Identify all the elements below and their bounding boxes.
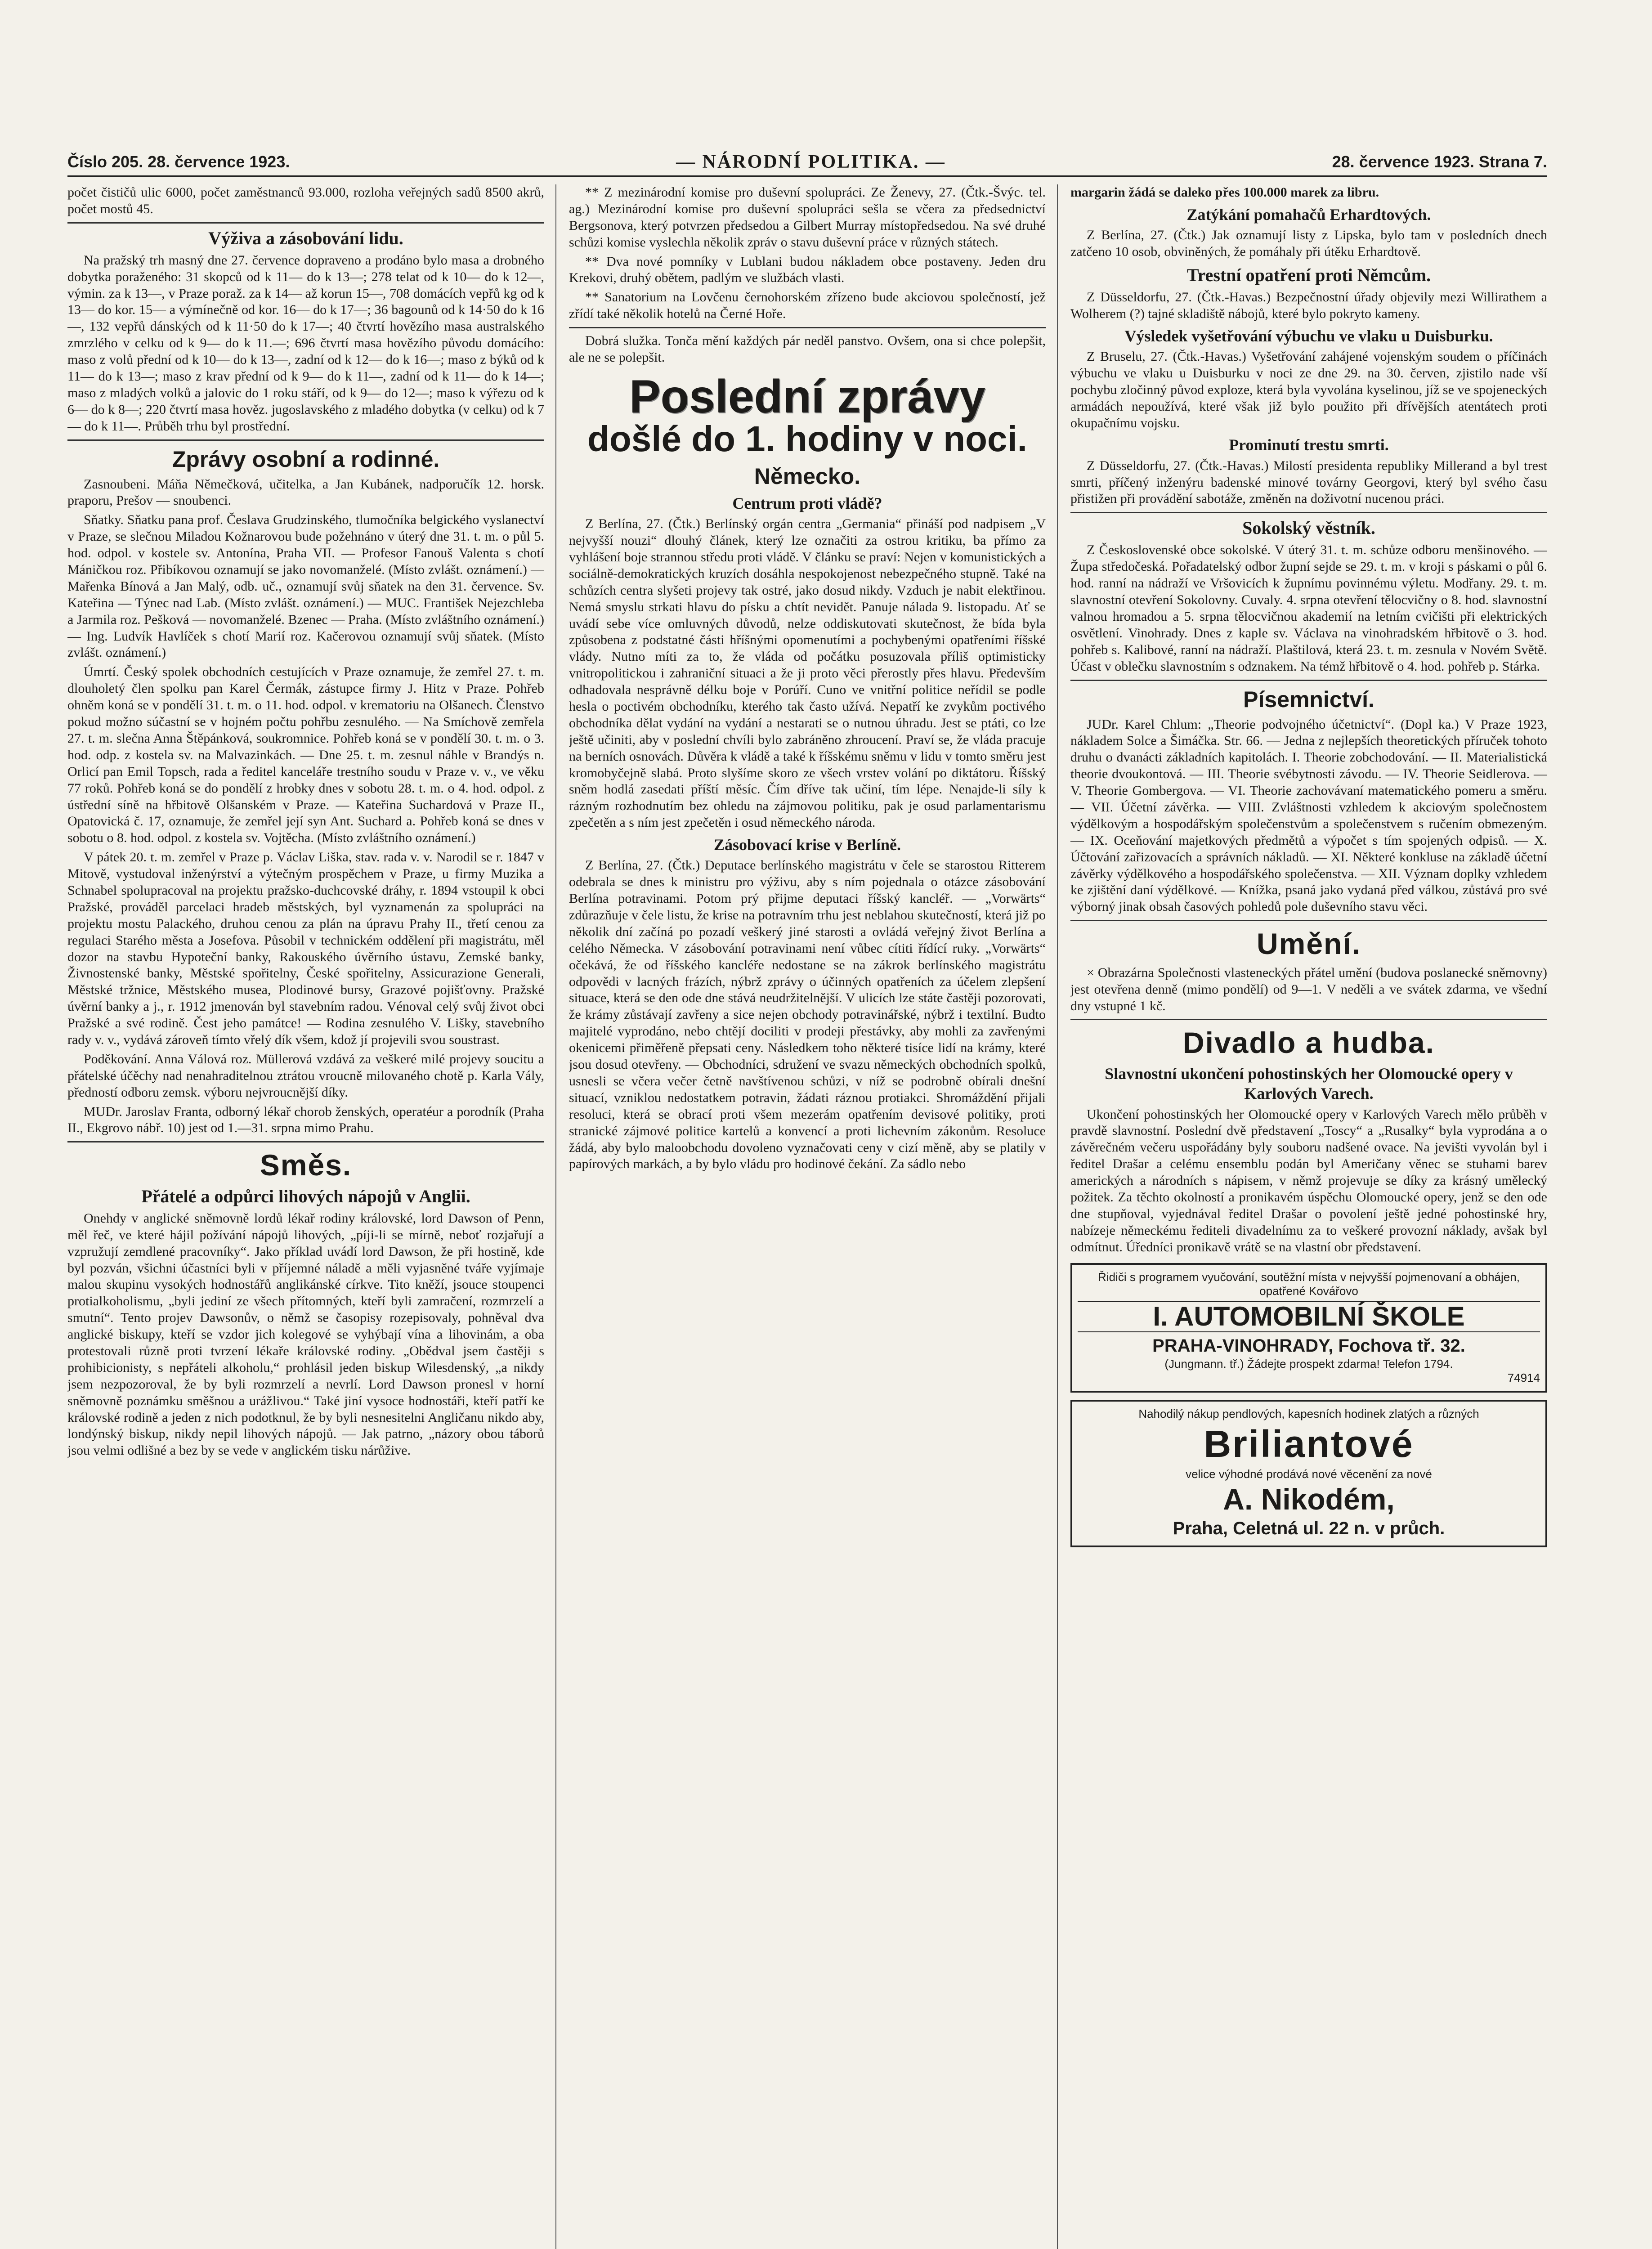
zasnoubeni-text: Zasnoubeni. Máňa Němečková, učitelka, a Jan Kubánek, nadporučík 12. horsk. praporu, Prešov — snoubenci. (67, 476, 544, 508)
header-page: 28. července 1923. Strana 7. (1332, 152, 1547, 171)
sanatorium-text: ** Sanatorium na Lovčenu černohorském zřízeno bude akciovou společností, jež zřídí také několik hotelů na Černé Hoře. (569, 290, 1046, 322)
nemecko-heading: Německo. (754, 463, 861, 489)
page-header (67, 148, 1547, 177)
pisemnictvi-text: JUDr. Karel Chlum: „Theorie podvojného účetnictví“. (Dopl ka.) V Praze 1923, nákladem Solce a Šimáčka. Str. 66. — Jedna z nejlepších theoretických příruček tohoto druhu o dvanácti základních kapitolách. I. Theorie zobchodování. — II. Materialistická theorie dvoukontová. — III. Theorie svébytnosti závodu. — IV. Theorie Seidlerova. — V. Theorie Gombergova. — VI. Theorie zachovávaní matematického pomeru a směru. — VII. Účetní závěrka. — VIII. Zvláštnosti vzhledem k akciovým společnostem výdělkovým a hospodářským společenstvům a společenstvem s ručením obmezeným. — IX. Oceňování majetkových předmětů a výpočet s tím spojených odpisů. — X. Účtování zařizovacích a správních nákladů. — XI. Některé konkluse na základě účetní závěrky výdělkového a hospodářského společenstva. — XII. Význam doplky vzhledem ke zjištění daní výdělkové. — Knížka, psaná jako vydaná před válkou, zůstává pro své výborný jinak obsah časových pohledů pole duševního stavu věci. (1070, 717, 1547, 914)
pisemnictvi-heading: Písemnictví. (1243, 686, 1374, 712)
header-issue: Číslo 205. 28. července 1923. (67, 152, 290, 171)
divider (569, 327, 1046, 328)
vyziva-heading: Výživa a zásobování lidu. (208, 228, 403, 248)
zpravy-heading: Zprávy osobní a rodinné. (172, 446, 440, 472)
ad1-name: I. AUTOMOBILNÍ ŠKOLE (1078, 1301, 1540, 1332)
divider (67, 222, 544, 224)
divider (1070, 1019, 1547, 1020)
banner-line-1: Poslední zprávy (629, 370, 985, 423)
umrti-text: Úmrtí. Český spolek obchodních cestujících v Praze oznamuje, že zemřel 27. t. m. dlouholetý člen spolku pan Karel Čermák, zástupce firmy J. Hitz v Praze. Pohřeb ohněm koná se v pondělí 31. t. m. o 11. hod. odpol. v krematoriu na Olšanech. Členstvo pokud možno súčastní se v hojném počtu pohřbu zesnulého. — Na Smíchově zemřela 27. t. m. slečna Anna Štěpánková, soukromnice. Pohřeb koná se v pondělí 30. t. m. o 3. hod. odp. z kostela sv. na Malvazinkách. — Dne 25. t. m. zesnul náhle v Brandýs n. Orlicí pan Emil Topsch, rada a ředitel kanceláře trestního soudu v Praze v. v., ve věku 77 roků. Pohřeb koná se do pondělí z hrobky dnes v sobotu 28. t. m. o 4. hod. odpol. z ústřední síně na hřbitově Olšanském v Praze. — Kateřina Suchardová v Praze II., Opatovická č. 17, oznamuje, že zemřel její syn Ant. Suchard a. Pohřeb koná se dnes v sobotu o 8. hod. odpol. z kostela sv. Vojtěcha. (Místo zvláštního oznámení.) (67, 664, 544, 846)
column-1 (67, 184, 544, 2249)
intro-text: počet čističů ulic 6000, počet zaměstnanců 93.000, rozloha veřejných sadů 8500 akrů, počet mostů 45. (67, 185, 544, 216)
ad2-name: A. Nikodém, (1223, 1483, 1395, 1516)
pratele-heading: Přátelé a odpůrci lihových nápojů v Anglii. (141, 1186, 470, 1206)
podekovani-text: Poděkování. Anna Válová roz. Müllerová vzdává za veškeré milé projevy soucitu a přátelské účěchy nad nenahraditelnou ztrátou vroucně milovaného chotě p. Karla Vály, předností odboru zemsk. výboru nejvroucnější díky. (67, 1051, 544, 1100)
sokol-heading: Sokolský věstník. (1242, 518, 1375, 538)
driving-school-ad (1070, 1263, 1547, 1393)
olomouc-text: Ukončení pohostinských her Olomoucké opery v Karlových Varech mělo průběh v pravdě slavnostní. Poslední dvě představení „Toscy“ a „Rusalky“ byla vyprodána a o závěrečném večeru uspořádány byly souboru nadšené ovace. Na jevišti vyvolán byl i ředitel Drašar a celému ensemblu podán byl Američany věnec se stuhami barev amerických a národních s nápisem, v němž projevuje se díky za krásný umělecký požitek. Za těchto okolností a pronikavém úspěchu Olomoucké opery, jenž se den ode dne stupňoval, vyjednával ředitel Drašar o povolení ještě jedné pohostinské hry, nabízeje německému řediteli divadelnímu za to veškeré provozní náklady, avšak byl odmítnut. Úředníci pronikavě vrátě se na vlastní obr představení. (1070, 1107, 1547, 1254)
column-rule-2 (1057, 184, 1058, 2249)
komise-text: ** Z mezinárodní komise pro duševní spolupráci. Ze Ženevy, 27. (Čtk.-Švýc. tel. ag.) Mezinárodní komise pro duševní spolupráci sešla se včera za předsednictví Bergsonova, který potvrzen předsedou a Gilbert Murray místopředsedou. Na své druhé schůzi komise vyslechla několik zpráv o stavu duševní práce v různých státech. (569, 185, 1046, 250)
column-rule-1 (555, 184, 556, 2249)
divider (1070, 920, 1547, 921)
ad1-bottom: (Jungmann. tř.) Žádejte prospekt zdarma! Telefon 1794. (1164, 1357, 1453, 1371)
divadlo-heading: Divadlo a hudba. (1182, 1026, 1435, 1060)
last-news-banner (569, 370, 1046, 459)
erhardt-heading: Zatýkání pomahačů Erhardtových. (1186, 205, 1431, 224)
vybuch-heading: Výsledek vyšetřování výbuchu ve vlaku u Duisburku. (1124, 327, 1493, 345)
margarin-text: margarin žádá se daleko přes 100.000 marek za libru. (1070, 185, 1379, 200)
erhardt-text: Z Berlína, 27. (Čtk.) Jak oznamují listy z Lipska, bylo tam v posledních dnech zatčeno 10 osob, obviněných, že pomáhaly při útěku Erhardtově. (1070, 228, 1547, 260)
trest-heading: Prominutí trestu smrti. (1229, 436, 1389, 454)
newspaper-page (67, 148, 1547, 2249)
vybuch-text: Z Bruselu, 27. (Čtk.-Havas.) Vyšetřování zahájené vojenským soudem o příčinách výbuchu ve vlaku u Duisburku v noci ze dne 29. na 30. červen, zjistilo nade vší pochybu zločinný původ exploze, která byla vyvolána kyselinou, jíž se ve spojeneckých armádách nepoužívá, které však již bylo použito při dřívějších atentátech proti okupačnímu vojsku. (1070, 349, 1547, 430)
column-2 (569, 184, 1046, 2249)
jewelry-ad (1070, 1400, 1547, 1547)
pratele-text: Onehdy v anglické sněmovně lordů lékař rodiny královské, lord Dawson of Penn, měl řeč, ve které hájil požívání nápojů lihových, „píji-li se mírně, neboť rozjařují a vzpružují zemdlené pracovníky“. Jako příklad uvádí lord Dawson, že při hostině, kde byl pozván, všichni účastníci byli v příjemné náladě a měli vyjasněné tváře vyjímaje malou skupinu vysokých hodnostářů anglikánské církve. Tito kněží, jsouce stoupenci protialkoholismu, „byli jediní ze všech přítomných, kteří byli zamračení, rozmrzelí a smutní“. Tento projev Dawsonův, o němž se časopisy rozepisovaly, pohněval dva anglické biskupy, kteří se vzdor jich kolegové se vyhýbají vína a lihovinám, a oba protestovali různě proti tvrzení lékaře královské rodiny. „Obědval jsem častěji s prohibicionisty, s nepřáteli alkoholu,“ prohlásil jeden biskup Wilesdenský, „a nikdy jsem nezpozoroval, že by byli rozmrzelí a nevrlí. Lord Dawson pronesl v horní sněmovně poznámku směšnou a urážlivou.“ Také jiní vysoce hodnostáři, kteří patří ke královské rodině a jeden z nich podotknul, že by byli nesnesitelni Angličanu nikdo aby, londýnský biskup, nikdy nepil lihových nápojů. — Jak patrno, „názory obou táborů jsou velmi odlišné a bez by se vede v anglickém tisku nárůžive. (67, 1210, 544, 1458)
umeni-text: × Obrazárna Společnosti vlasteneckých přátel umění (budova poslanecké sněmovny) jest otevřena denně (mimo pondělí) od 9—1. V neděli a ve svátek zdarma, ve všední dny vstupné 1 kč. (1070, 965, 1547, 1013)
divider (67, 1141, 544, 1142)
trestni-text: Z Düsseldorfu, 27. (Čtk.-Havas.) Bezpečnostní úřady objevily mezi Willirathem a Wolherem (?) tajné skladiště nábojů, které bylo pokryto kameny. (1070, 289, 1547, 321)
divider (1070, 680, 1547, 681)
divider (1070, 512, 1547, 513)
ad1-address: PRAHA-VINOHRADY, Fochova tř. 32. (1152, 1335, 1465, 1356)
umeni-heading: Umění. (1256, 927, 1361, 961)
vyziva-text: Na pražský trh masný dne 27. července dopraveno a prodáno bylo masa a drobného dobytka poraženého: 31 skopců od k 11— do k 13—; 278 telat od k 10— do k 12—, výmin. za k 13—, v Praze poraž. za k 14— až korun 15—, 708 domácích vepřů kg od k 13— do kor. 15— a výmínečně od kor. 16— do k 17—; 36 bagounů od k 14·50 do k 16—, 132 vepřů dánských od k 11·50 do k 17—; 40 čtvrtí hovězího masa australského zmrzlého v celku od k 9— do k 11.—; 696 čtvrtí masa hovězího původu domácího: maso z volů přední od k 10— do k 13—, zadní od k 12— do k 16—; maso z býků od k 11— do k 13—; maso z krav přední od k 9— do k 11—, zadní od k 11— do k 14—; maso z mladých volků a jalovic do 1 roku stáří, od k 9— do 12—; maso k výřezu od k 6— do k 8—; 220 čtvrtí masa hověz. jugoslavského z mladého dobytka (v celku) od k 7— do k 11—. Průběh trhu byl prostřední. (67, 252, 544, 434)
divider (67, 439, 544, 441)
ad2-top: Nahodilý nákup pendlových, kapesních hodinek zlatých a různých (1138, 1407, 1479, 1420)
mudr-text: MUDr. Jaroslav Franta, odborný lékař chorob ženských, operatéur a porodník (Praha II., Ekgrovo nábř. 10) jest od 1.—31. srpna mimo Prahu. (67, 1104, 544, 1136)
ad2-mid: velice výhodné prodává nové věcenění za nové (1186, 1467, 1432, 1481)
smes-heading: Směs. (260, 1148, 352, 1182)
satky-text: Sňatky. Sňatku pana prof. Česlava Grudzinského, tlumočníka belgického vyslanectví v Praze, se slečnou Miladou Kožnarovou bude požehnáno v úterý dne 31. t. m. o půl 5. hod. odpol. v kostele sv. Antonína, Praha VII. — Profesor Fanouš Valenta s chotí Máničkou roz. Přibíkovou oznamují se jako novomanželé. (Místo zvlášt. oznámení.) — Mařenka Bínová a Jan Malý, odb. uč., oznamují svůj sňatek na den 31. července. Sv. Kateřina — Týnec nad Lab. (Místo zvlášt. oznámení.) — MUC. František Nejezchleba a Jarmila roz. Pešková — novomanželé. Bzenec — Praha. (Místo zvláštního oznámení.) — Ing. Ludvík Havlíček s chotí Marií roz. Kačerovou oznamují svůj sňatek. (Místo zvlášt. oznámení.) (67, 512, 544, 660)
krise-text: Z Berlína, 27. (Čtk.) Deputace berlínského magistrátu v čele se starostou Ritterem odebrala se dnes k ministru pro výživu, aby s ním pojednala o otázce zásobování Berlína potravinami. Potom prý přijme deputaci říšský kancléř. — „Vorwärts“ zdůrazňuje v čele listu, že krise na potravním trhu jest neblahou skutečností, která již po několik dní začíná po pozadí veškerý jiné starosti a ovládá veřejný život Berlína a celého Německa. V zásobování potravinami není vůbec cítiti řídící ruky. „Vorwärts“ očekává, že od říšského kancléře nedostane se na zákrok berlínského magistrátu odpovědi v lacných frázích, nýbrž zprávy o účinných opatřeních za účelem zlepšení situace, která se den ode dne stává neudržitelnější. V ulicích lze státe častěji pozorovati, že krámy zůstávají zavřeny a sice nejen obchody potravinářské, nýbrž i textilní. Budto majitelé vyprodáno, nebo chtějí dociliti v prodeji přestávky, aby mohli za zavřenými okenicemi přiměřeně přepsati ceny. Následkem toho některé tisíce lidí na krámy, které jsou dosud otevřeny. — Obchodníci, sdružení ve svazu německých obchodních spolků, usnesli se včera večer četně navštívenou schůzi, v níž se podrobně obírali dnešní situací, vzniklou nedostatkem potravin, žádati ráznou protiakci. Shromáždění přijali resoluci, která se obrací proti všem mezerám opatřením devisové politiky, proti stranické zájmové politice kartelů a konvencí a proti lichevním zákonům. Resoluce žádá, aby bylo maloobchodu dovoleno vyznačovati ceny v cizí měně, aby se platily v papírových markách, a by bylo vládu pro hodinové čekání. Za sádlo nebo (569, 858, 1046, 1172)
column-3 (1070, 184, 1547, 2249)
centrum-heading: Centrum proti vládě? (732, 494, 882, 512)
trestni-heading: Trestní opatření proti Němcům. (1186, 264, 1431, 285)
krise-heading: Zásobovací krise v Berlíně. (714, 836, 901, 854)
ad2-big: Briliantové (1204, 1422, 1414, 1465)
pomniky-text: ** Dva nové pomníky v Lublani budou nákladem obce postaveny. Jeden dru Krekovi, druhý obětem, padlým ve službách vlasti. (569, 254, 1046, 286)
ad2-address: Praha, Celetná ul. 22 n. v průch. (1173, 1519, 1445, 1539)
sokol-text: Z Československé obce sokolské. V úterý 31. t. m. schůze odboru menšinového. — Župa středočeská. Pořadatelský odbor župní sejde se 29. t. m. v kroji s páskami o půl 6. hod. ranní na nádraží ve Vršovicích k župnímu povinnému výletu. Modřany. 29. t. m. slavnostní otevření Sokolovny. Cuvaly. 4. srpna otevření tělocvičny o 8. hod. slavnostní valnou hromadou a 5. srpna tělocvičnou akademií na letním cvičišti při elektrických osvětlení. Vinohrady. Dnes z kaple sv. Václava na vinohradském hřbitově o 3. hod. pohřeb s. Kalibové, ranní na nádraží. Plaštilová, která 23. t. m. zesnula v Novém Světě. Účast v oblečku slavnostním s odznakem. Na témž hřbitově o 4. hod. pohřeb p. Stárka. (1070, 542, 1547, 674)
banner-line-2: došlé do 1. hodiny v noci. (587, 418, 1027, 459)
liska-text: V pátek 20. t. m. zemřel v Praze p. Václav Liška, stav. rada v. v. Narodil se r. 1847 v Mitově, vystudoval inženýrství a výtečným prospěchem v Praze, u firmy Muzika a Schnabel spolupracoval na projektu pražsko-duchcovské dráhy, r. 1894 vstoupil k obci Pražské, prováděl parcelaci hradeb městských, byl vyznamenán za spolupráci na projektu mostu Palackého, druhou cenou za plán na úpravu Prahy II., třetí cenou za regulaci Starého města a Josefova. Působil v technickém oddělení při magistrátu, měl dozor na stavbu Hypoteční banky, Rakouského úvěrního ústavu, Zemské banky, Živnostenské banky, Městské spořitelny, České spořitelny, Assicurazione Generali, Městské tržnice, Městského musea, Plodinové bursy, Grazové pojišťovny. Pražské úvěrní banky a j., r. 1912 jmenován byl stavebním radou. Vénoval celý svůj život obci Pražské a své rodině. Čest jeho památce! — Rodina zesnulého V. Lišky, stavebního rady v. v., vydává zároveň tímto vřelý dík všem, kdož jí projevili svou soustrast. (67, 850, 544, 1047)
trest-text: Z Düsseldorfu, 27. (Čtk.-Havas.) Milostí presidenta republiky Millerand a byl trest smrti, příčený inženýru badenské minové továrny Georgovi, který byl svého času přistižen při provádění sabotáže, změněn na doživotní nucenou práci. (1070, 458, 1547, 506)
ad1-code: 74914 (1507, 1371, 1540, 1385)
centrum-text: Z Berlína, 27. (Čtk.) Berlínský orgán centra „Germania“ přináší pod nadpisem „V nejvyšší nouzi“ dlouhý článek, který lze označiti za ostrou kritiku, ba přímo za vyhlášení boje strannou středu proti vládě. V článku se praví: Nejen v komunistických a sociálně-demokratických kruzích dosáhla nespokojenost nebezpečného stupně. Také na schůzích centra slyšeti projevy tak ostré, jako dosud nikdy. Vzduch je nabit elektřinou. Nemá smyslu strkati hlavu do písku a chtít nevidět. Panuje nálada 9. listopadu. Ať se uvádí sebe více omluvných důvodů, nelze oddiskutovati skutečnost, že bída byla způsobena z podstatné části hříšnými opomenutími a pochybenými opatřeními říšské vlády. Nutno míti za to, že vláda od počátku posuzovala příliš optimisticky vnitropolitickou i zahraniční situaci a že ji proto věci přerostly přes hlavu. Především odhadovala nesprávně délku boje v Porúří. Cuno ve vnitřní politice neřídil se podle hesla o poctivém obchodníku, kterého tak často užívá. Nepatří ke zvykům poctivého obchodníka dělat vydání na vydání a nestarati se o nutnou úhradu. Jest se ptáti, co lze ještě učiniti, aby v poslední chvíli bylo zabráněno zhroucení. Praví se, že vláda pracuje na berních osnovách. Důvěra k vládě a také k říšskému sněmu v lidu v tomto směru jest kromobyčejně slabá. Proto slyšíme skoro ze všech vrstev volání po diktátoru. Říšský sněm hodlá zasedati příští měsíc. Čím dříve tak učiní, tím lépe. Nenajde-li síly k rázným rozhodnutím bez ohledu na zájmovou politiku, pak je osud parlamentarismu zpečetěn a s ním jest zpečetěn i osud německého národa. (569, 516, 1046, 830)
olomouc-heading: Slavnostní ukončení pohostinských her Olomoucké opery v Karlových Varech. (1105, 1065, 1513, 1103)
sluzka-text: Dobrá služka. Tonča mění každých pár neděl panstvo. Ovšem, ona si chce polepšit, ale ne se polepšit. (569, 333, 1046, 365)
ad1-top: Řidiči s programem vyučování, soutěžní místa v nejvyšší pojmenovaní a obhájen, opatřené Kovářovo (1098, 1270, 1520, 1298)
masthead-title: — NÁRODNÍ POLITIKA. — (676, 152, 946, 172)
